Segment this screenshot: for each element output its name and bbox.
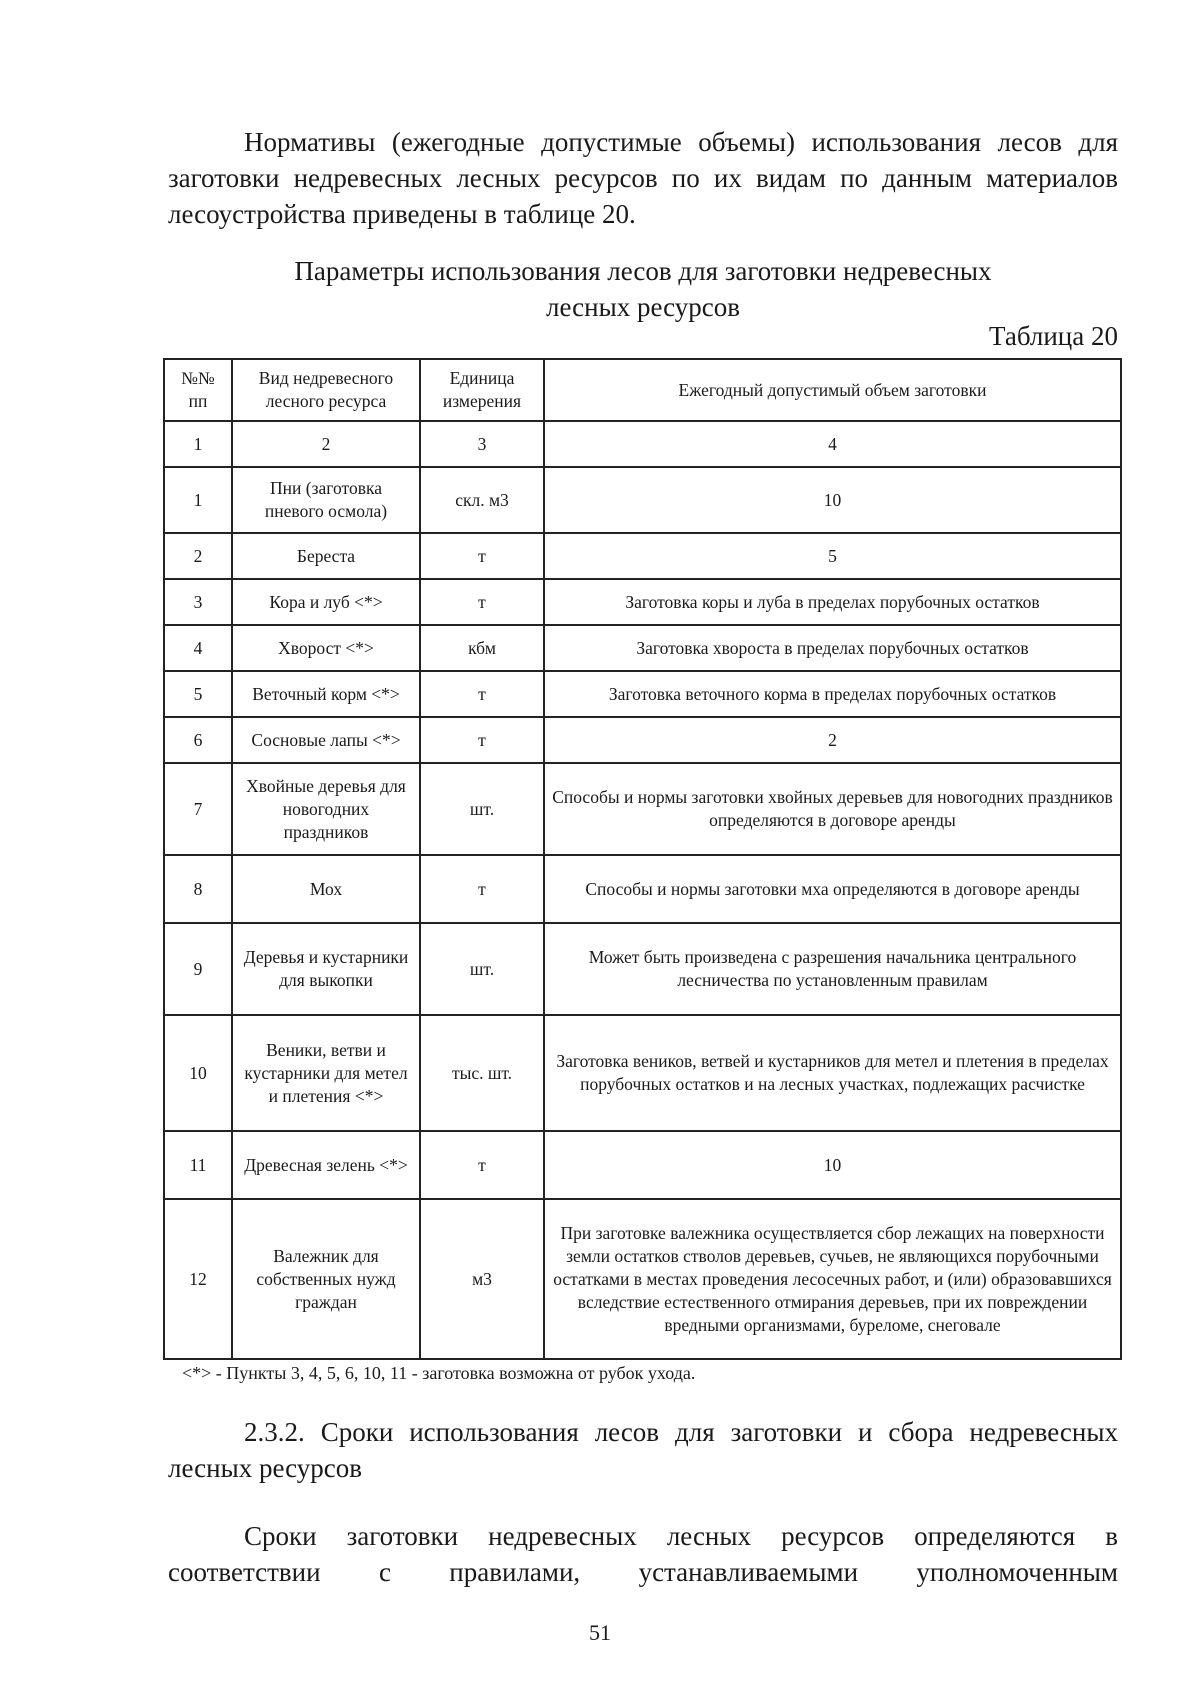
row-volume: Заготовка веников, ветвей и кустарников для метел и плетения в пределах порубочных остатков и на лесных участках, подлежащих расчистке	[544, 1015, 1121, 1131]
table-caption	[168, 253, 1118, 325]
table-header-row	[164, 359, 1121, 421]
row-volume: 5	[544, 533, 1121, 579]
row-unit: м3	[420, 1199, 544, 1359]
row-resource: Пни (заготовка пневого осмола)	[232, 467, 420, 533]
row-resource: Валежник для собственных нужд граждан	[232, 1199, 420, 1359]
section-heading-line: лесных ресурсов	[168, 1453, 362, 1483]
row-unit: шт.	[420, 763, 544, 855]
row-unit: т	[420, 533, 544, 579]
table-row	[164, 671, 1121, 717]
intro-paragraph	[168, 124, 1118, 232]
table-row	[164, 625, 1121, 671]
row-resource: Хвойные деревья для новогодних праздников	[232, 763, 420, 855]
intro-line: лесоустройства приведены в таблице 20.	[168, 199, 636, 229]
row-number: 12	[164, 1199, 232, 1359]
row-volume: Заготовка коры и луба в пределах порубочных остатков	[544, 579, 1121, 625]
header-number: №№ пп	[164, 359, 232, 421]
row-volume: 10	[544, 1131, 1121, 1199]
intro-line: заготовки недревесных лесных ресурсов по их видам по данным материалов	[168, 163, 1118, 193]
row-resource: Мох	[232, 855, 420, 923]
row-number: 3	[164, 579, 232, 625]
row-number: 4	[164, 625, 232, 671]
resources-table	[163, 358, 1122, 1360]
table-row	[164, 579, 1121, 625]
header-unit: Единица измерения	[420, 359, 544, 421]
row-volume: Заготовка хвороста в пределах порубочных остатков	[544, 625, 1121, 671]
table-row	[164, 1131, 1121, 1199]
closing-line: Сроки заготовки недревесных лесных ресурсов определяются в	[244, 1521, 1118, 1551]
row-volume: Заготовка веточного корма в пределах порубочных остатков	[544, 671, 1121, 717]
row-resource: Веточный корм <*>	[232, 671, 420, 717]
page-number: 51	[589, 1620, 611, 1645]
row-unit: т	[420, 1131, 544, 1199]
column-numbering-row	[164, 421, 1121, 467]
row-unit: т	[420, 579, 544, 625]
caption-line: Параметры использования лесов для заготовки недревесных	[294, 256, 992, 286]
caption-line: лесных ресурсов	[546, 292, 740, 322]
row-number: 8	[164, 855, 232, 923]
row-number: 9	[164, 923, 232, 1015]
row-unit: т	[420, 855, 544, 923]
closing-paragraph	[168, 1518, 1118, 1590]
row-number: 10	[164, 1015, 232, 1131]
row-volume: Способы и нормы заготовки хвойных деревьев для новогодних праздников определяются в договоре аренды	[544, 763, 1121, 855]
header-resource: Вид недревесного лесного ресурса	[232, 359, 420, 421]
table-row	[164, 1015, 1121, 1131]
header-volume: Ежегодный допустимый объем заготовки	[544, 359, 1121, 421]
row-volume: Может быть произведена с разрешения начальника центрального лесничества по установленным правилам	[544, 923, 1121, 1015]
table-row	[164, 717, 1121, 763]
table-footnote: <*> - Пункты 3, 4, 5, 6, 10, 11 - заготовка возможна от рубок ухода.	[182, 1363, 696, 1383]
row-volume: 10	[544, 467, 1121, 533]
row-resource: Береста	[232, 533, 420, 579]
table-row	[164, 923, 1121, 1015]
row-unit: т	[420, 717, 544, 763]
row-resource: Деревья и кустарники для выкопки	[232, 923, 420, 1015]
section-heading-line: 2.3.2. Сроки использования лесов для заготовки и сбора недревесных	[244, 1417, 1118, 1447]
row-volume: Способы и нормы заготовки мха определяются в договоре аренды	[544, 855, 1121, 923]
table-row	[164, 467, 1121, 533]
table-row	[164, 533, 1121, 579]
row-unit: скл. м3	[420, 467, 544, 533]
table-row	[164, 1199, 1121, 1359]
table-number-label: Таблица 20	[989, 321, 1118, 351]
row-number: 11	[164, 1131, 232, 1199]
row-number: 1	[164, 467, 232, 533]
row-number: 2	[164, 533, 232, 579]
section-heading	[168, 1414, 1118, 1486]
row-resource: Хворост <*>	[232, 625, 420, 671]
row-resource: Веники, ветви и кустарники для метел и плетения <*>	[232, 1015, 420, 1131]
row-volume: 2	[544, 717, 1121, 763]
row-number: 5	[164, 671, 232, 717]
row-resource: Кора и луб <*>	[232, 579, 420, 625]
row-resource: Сосновые лапы <*>	[232, 717, 420, 763]
row-volume: При заготовке валежника осуществляется сбор лежащих на поверхности земли остатков стволов деревьев, сучьев, не являющихся порубочными остатками в местах проведения лесосечных работ, и (или) образовавшихся вследствие естественного отмирания деревьев, при их повреждении вредными организмами, буреломе, снеговале	[544, 1199, 1121, 1359]
table-row	[164, 855, 1121, 923]
column-number: 3	[420, 421, 544, 467]
row-unit: тыс. шт.	[420, 1015, 544, 1131]
column-number: 4	[544, 421, 1121, 467]
row-number: 6	[164, 717, 232, 763]
row-unit: кбм	[420, 625, 544, 671]
intro-line: Нормативы (ежегодные допустимые объемы) использования лесов для	[244, 127, 1118, 157]
row-unit: шт.	[420, 923, 544, 1015]
closing-line: соответствии с правилами, устанавливаемыми уполномоченным	[168, 1557, 1118, 1587]
column-number: 1	[164, 421, 232, 467]
column-number: 2	[232, 421, 420, 467]
row-unit: т	[420, 671, 544, 717]
table-row	[164, 763, 1121, 855]
row-resource: Древесная зелень <*>	[232, 1131, 420, 1199]
row-number: 7	[164, 763, 232, 855]
